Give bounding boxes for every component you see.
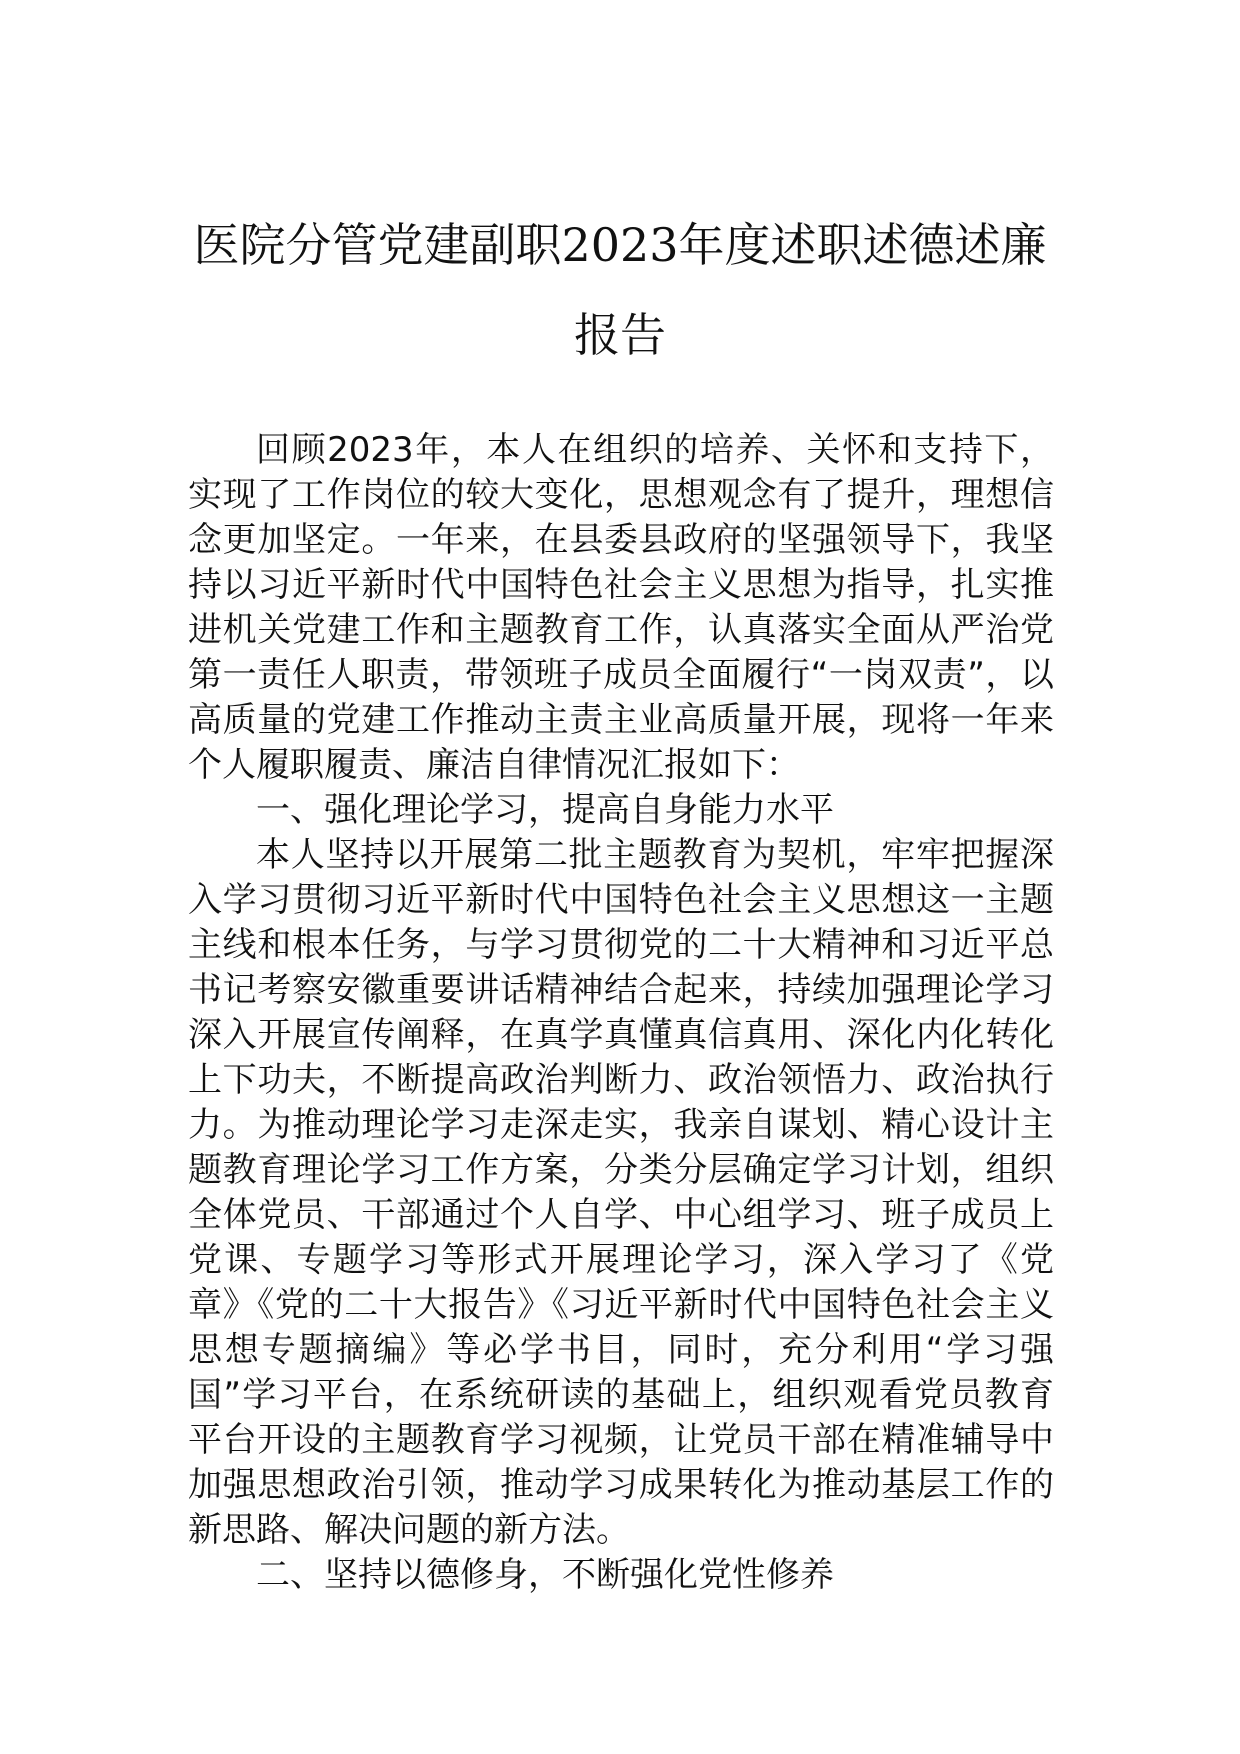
section-heading-1: 一、强化理论学习，提高自身能力水平 [256, 790, 834, 830]
document-body [188, 428, 1054, 1598]
paragraph-intro: 回顾2023年，本人在组织的培养、关怀和支持下，实现了工作岗位的较大变化，思想观念有了提升，理想信念更加坚定。一年来，在县委县政府的坚强领导下，我坚持以习近平新时代中国特色社会主义思想为指导，扎实推进机关党建工作和主题教育工作，认真落实全面从严治党第一责任人职责，带领班子成员全面履行“一岗双责”，以高质量的党建工作推动主责主业高质量开展，现将一年来个人履职履责、廉洁自律情况汇报如下： [188, 430, 1054, 785]
paragraph-section-1: 本人坚持以开展第二批主题教育为契机，牢牢把握深入学习贯彻习近平新时代中国特色社会主义思想这一主题主线和根本任务，与学习贯彻党的二十大精神和习近平总书记考察安徽重要讲话精神结合起来，持续加强理论学习深入开展宣传阐释，在真学真懂真信真用、深化内化转化上下功夫，不断提高政治判断力、政治领悟力、政治执行力。为推动理论学习走深走实，我亲自谋划、精心设计主题教育理论学习工作方案，分类分层确定学习计划，组织全体党员、干部通过个人自学、中心组学习、班子成员上党课、专题学习等形式开展理论学习，深入学习了《党章》《党的二十大报告》《习近平新时代中国特色社会主义思想专题摘编》等必学书目，同时，充分利用“学习强国”学习平台，在系统研读的基础上，组织观看党员教育平台开设的主题教育学习视频，让党员干部在精准辅导中加强思想政治引领，推动学习成果转化为推动基层工作的新思路、解决问题的新方法。 [188, 835, 1054, 1550]
document-title-line-1: 医院分管党建副职2023年度述职述德述廉 [193, 218, 1047, 272]
section-heading-2: 二、坚持以德修身，不断强化党性修养 [256, 1555, 834, 1595]
document-title-line-2: 报告 [574, 308, 666, 362]
